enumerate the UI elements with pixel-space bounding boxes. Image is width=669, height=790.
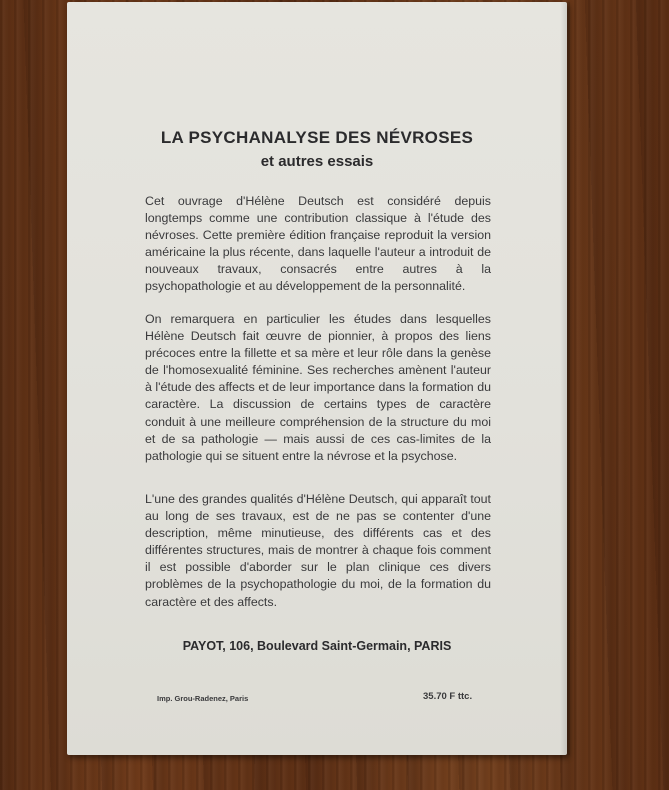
description-paragraph-3: L'une des grandes qualités d'Hélène Deutsch, qui apparaît tout au long de ses travaux, est de ne pas se contenter d'une description, même minutieuse, des différents cas et des différentes structures, mais de montrer à chaque fois comment il est possible d'aborder sur le plan clinique ces divers problèmes de la psychopathologie du moi, de la formation du caractère et des affects. [145,492,491,609]
book-title: LA PSYCHANALYSE DES NÉVROSES [160,128,474,147]
book-back-cover [67,2,567,755]
book-subtitle: et autres essais [260,153,374,170]
publisher-address: PAYOT, 106, Boulevard Saint-Germain, PARIS [182,639,452,653]
description-paragraph-2: On remarquera en particulier les études dans lesquelles Hélène Deutsch fait œuvre de pionnier, à propos des liens précoces entre la fillette et sa mère et leur rôle dans la genèse de l'homosexualité féminine. Ses recherches amènent l'auteur à l'étude des affects et de leur importance dans la formation du caractère. La discussion de certains types de caractère conduit à une meilleure compréhension de la structure du moi et de sa pathologie — mais aussi de ces cas-limites de la pathologie qui se situent entre la névrose et la psychose. [145,312,491,463]
cover-edge-shadow [560,2,570,755]
printer-credit: Imp. Grou-Radenez, Paris [157,694,249,703]
price-label: 35.70 F ttc. [423,691,473,702]
description-paragraph-1: Cet ouvrage d'Hélène Deutsch est considéré depuis longtemps comme une contribution classique à l'étude des névroses. Cette première édition française reproduit la version américaine la plus récente, dans laquelle l'auteur a introduit de nouveaux travaux, consacrés entre autres à la psychopathologie et au développement de la personnalité. [145,194,491,294]
